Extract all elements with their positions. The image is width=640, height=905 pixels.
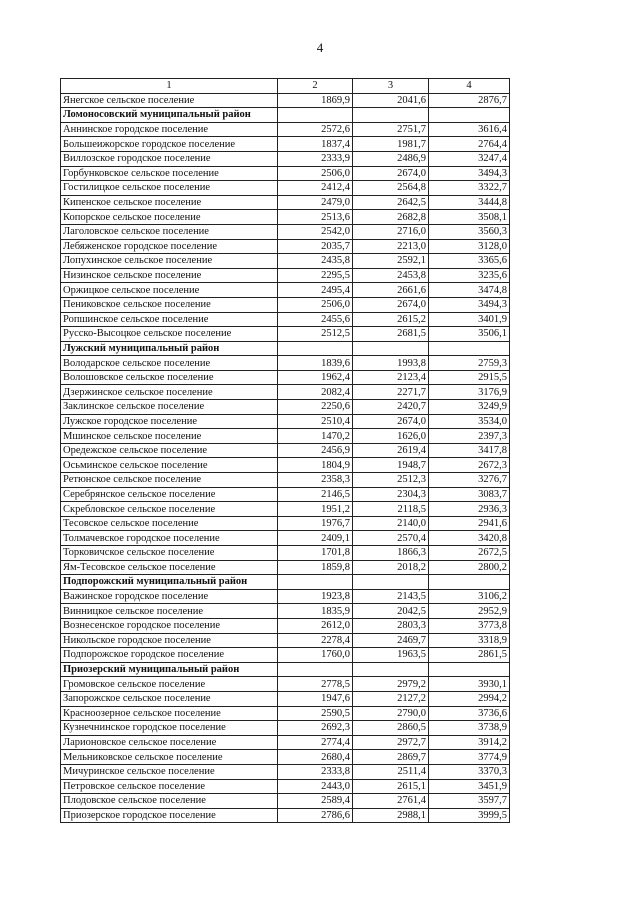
value-cell-col2: 2572,6 — [278, 122, 353, 137]
value-cell-col2: 2412,4 — [278, 181, 353, 196]
value-cell-col2: 2542,0 — [278, 224, 353, 239]
value-cell-col2: 2774,4 — [278, 735, 353, 750]
value-cell-col2: 1869,9 — [278, 93, 353, 108]
settlement-name: Володарское сельское поселение — [61, 356, 278, 371]
value-cell-col4: 3106,2 — [429, 589, 510, 604]
table-row — [61, 151, 510, 166]
page-number: 4 — [316, 40, 324, 55]
value-cell-col3: 1626,0 — [353, 429, 429, 444]
value-cell-col2: 2146,5 — [278, 487, 353, 502]
settlement-name: Ретюнское сельское поселение — [61, 473, 278, 488]
value-cell-col3: 2619,4 — [353, 443, 429, 458]
table-row — [61, 458, 510, 473]
value-cell-col2: 2295,5 — [278, 268, 353, 283]
empty-cell — [353, 575, 429, 590]
table-row — [61, 370, 510, 385]
value-cell-col4: 3773,8 — [429, 618, 510, 633]
value-cell-col2: 2479,0 — [278, 195, 353, 210]
value-cell-col4: 3914,2 — [429, 735, 510, 750]
value-cell-col4: 3444,8 — [429, 195, 510, 210]
value-cell-col2: 2506,0 — [278, 297, 353, 312]
empty-cell — [278, 575, 353, 590]
settlement-name: Приозерское городское поселение — [61, 808, 278, 823]
settlement-name: Никольское городское поселение — [61, 633, 278, 648]
table-row — [61, 239, 510, 254]
table-row — [61, 166, 510, 181]
settlement-name: Скребловское сельское поселение — [61, 502, 278, 517]
value-cell-col2: 2456,9 — [278, 443, 353, 458]
value-cell-col4: 3176,9 — [429, 385, 510, 400]
value-cell-col2: 1951,2 — [278, 502, 353, 517]
value-cell-col4: 2672,5 — [429, 546, 510, 561]
settlement-name: Ропшинское сельское поселение — [61, 312, 278, 327]
value-cell-col2: 1839,6 — [278, 356, 353, 371]
value-cell-col2: 2612,0 — [278, 618, 353, 633]
value-cell-col3: 2118,5 — [353, 502, 429, 517]
settlement-name: Пениковское сельское поселение — [61, 297, 278, 312]
value-cell-col2: 2680,4 — [278, 750, 353, 765]
empty-cell — [278, 662, 353, 677]
value-cell-col2: 2443,0 — [278, 779, 353, 794]
value-cell-col2: 1976,7 — [278, 516, 353, 531]
value-cell-col4: 3365,6 — [429, 254, 510, 269]
value-cell-col4: 3322,7 — [429, 181, 510, 196]
value-cell-col3: 2213,0 — [353, 239, 429, 254]
table-row — [61, 473, 510, 488]
value-cell-col4: 3616,4 — [429, 122, 510, 137]
empty-cell — [278, 108, 353, 123]
value-cell-col3: 2674,0 — [353, 297, 429, 312]
settlement-name: Аннинское городское поселение — [61, 122, 278, 137]
value-cell-col2: 1947,6 — [278, 691, 353, 706]
value-cell-col3: 1981,7 — [353, 137, 429, 152]
settlement-name: Винницкое сельское поселение — [61, 604, 278, 619]
settlement-name: Русско-Высоцкое сельское поселение — [61, 327, 278, 342]
value-cell-col2: 1701,8 — [278, 546, 353, 561]
value-cell-col3: 2790,0 — [353, 706, 429, 721]
value-cell-col3: 2979,2 — [353, 677, 429, 692]
value-cell-col4: 2397,3 — [429, 429, 510, 444]
table-row — [61, 400, 510, 415]
value-cell-col4: 3999,5 — [429, 808, 510, 823]
value-cell-col3: 2674,0 — [353, 414, 429, 429]
value-cell-col4: 3534,0 — [429, 414, 510, 429]
value-cell-col4: 3318,9 — [429, 633, 510, 648]
value-cell-col3: 2716,0 — [353, 224, 429, 239]
value-cell-col3: 2304,3 — [353, 487, 429, 502]
value-cell-col3: 2615,2 — [353, 312, 429, 327]
district-header-row — [61, 662, 510, 677]
value-cell-col4: 2800,2 — [429, 560, 510, 575]
value-cell-col4: 3738,9 — [429, 721, 510, 736]
value-cell-col2: 2512,5 — [278, 327, 353, 342]
settlement-name: Мичуринское сельское поселение — [61, 764, 278, 779]
table-row — [61, 531, 510, 546]
value-cell-col4: 2994,2 — [429, 691, 510, 706]
value-cell-col3: 2453,8 — [353, 268, 429, 283]
value-cell-col3: 2674,0 — [353, 166, 429, 181]
empty-cell — [429, 341, 510, 356]
settlement-name: Кузнечнинское городское поселение — [61, 721, 278, 736]
value-cell-col3: 2972,7 — [353, 735, 429, 750]
table-row — [61, 195, 510, 210]
district-name: Ломоносовский муниципальный район — [61, 108, 278, 123]
district-name: Подпорожский муниципальный район — [61, 575, 278, 590]
value-cell-col4: 2941,6 — [429, 516, 510, 531]
value-cell-col2: 2513,6 — [278, 210, 353, 225]
value-cell-col2: 1835,9 — [278, 604, 353, 619]
table-row — [61, 808, 510, 823]
table-row — [61, 779, 510, 794]
column-header-4: 4 — [429, 79, 510, 94]
settlement-name: Красноозерное сельское поселение — [61, 706, 278, 721]
table-row — [61, 443, 510, 458]
table-row — [61, 648, 510, 663]
value-cell-col3: 2123,4 — [353, 370, 429, 385]
value-cell-col3: 2512,3 — [353, 473, 429, 488]
settlement-name: Оредежское сельское поселение — [61, 443, 278, 458]
table-row — [61, 254, 510, 269]
settlement-name: Толмачевское городское поселение — [61, 531, 278, 546]
value-cell-col3: 2860,5 — [353, 721, 429, 736]
value-cell-col4: 2952,9 — [429, 604, 510, 619]
value-cell-col3: 2682,8 — [353, 210, 429, 225]
value-cell-col4: 3597,7 — [429, 794, 510, 809]
value-cell-col2: 2358,3 — [278, 473, 353, 488]
empty-cell — [278, 341, 353, 356]
empty-cell — [429, 108, 510, 123]
table-row — [61, 312, 510, 327]
value-cell-col4: 3506,1 — [429, 327, 510, 342]
table-row — [61, 297, 510, 312]
value-cell-col3: 2511,4 — [353, 764, 429, 779]
table-row — [61, 210, 510, 225]
settlement-name: Большеижорское городское поселение — [61, 137, 278, 152]
value-cell-col2: 1760,0 — [278, 648, 353, 663]
table-row — [61, 414, 510, 429]
table-header-row — [61, 79, 510, 94]
settlement-name: Дзержинское сельское поселение — [61, 385, 278, 400]
table-row — [61, 735, 510, 750]
table-row — [61, 764, 510, 779]
empty-cell — [353, 108, 429, 123]
value-cell-col2: 2455,6 — [278, 312, 353, 327]
table-row — [61, 604, 510, 619]
value-cell-col4: 2672,3 — [429, 458, 510, 473]
value-cell-col2: 2409,1 — [278, 531, 353, 546]
value-cell-col2: 2589,4 — [278, 794, 353, 809]
value-cell-col2: 2786,6 — [278, 808, 353, 823]
settlement-name: Оржицкое сельское поселение — [61, 283, 278, 298]
value-cell-col4: 2936,3 — [429, 502, 510, 517]
table-row — [61, 327, 510, 342]
value-cell-col2: 1804,9 — [278, 458, 353, 473]
table-row — [61, 122, 510, 137]
value-cell-col4: 3401,9 — [429, 312, 510, 327]
settlement-name: Низинское сельское поселение — [61, 268, 278, 283]
district-name: Лужский муниципальный район — [61, 341, 278, 356]
value-cell-col3: 2661,6 — [353, 283, 429, 298]
table-row — [61, 706, 510, 721]
settlement-name: Осьминское сельское поселение — [61, 458, 278, 473]
value-cell-col4: 3083,7 — [429, 487, 510, 502]
value-cell-col2: 2506,0 — [278, 166, 353, 181]
value-cell-col3: 2681,5 — [353, 327, 429, 342]
value-cell-col3: 2420,7 — [353, 400, 429, 415]
value-cell-col3: 2803,3 — [353, 618, 429, 633]
value-cell-col3: 1993,8 — [353, 356, 429, 371]
value-cell-col2: 1859,8 — [278, 560, 353, 575]
settlement-name: Кипенское сельское поселение — [61, 195, 278, 210]
table-row — [61, 268, 510, 283]
settlements-table — [60, 78, 510, 823]
district-header-row — [61, 341, 510, 356]
table-row — [61, 589, 510, 604]
value-cell-col4: 3560,3 — [429, 224, 510, 239]
value-cell-col4: 2759,3 — [429, 356, 510, 371]
value-cell-col2: 2692,3 — [278, 721, 353, 736]
settlement-name: Запорожское сельское поселение — [61, 691, 278, 706]
value-cell-col2: 2333,9 — [278, 151, 353, 166]
value-cell-col3: 2018,2 — [353, 560, 429, 575]
value-cell-col4: 3420,8 — [429, 531, 510, 546]
table-row — [61, 691, 510, 706]
table-row — [61, 502, 510, 517]
value-cell-col2: 2278,4 — [278, 633, 353, 648]
value-cell-col4: 3930,1 — [429, 677, 510, 692]
settlement-name: Лаголовское сельское поселение — [61, 224, 278, 239]
table-row — [61, 750, 510, 765]
empty-cell — [429, 662, 510, 677]
value-cell-col2: 1962,4 — [278, 370, 353, 385]
value-cell-col2: 1470,2 — [278, 429, 353, 444]
settlement-name: Заклинское сельское поселение — [61, 400, 278, 415]
district-name: Приозерский муниципальный район — [61, 662, 278, 677]
value-cell-col2: 2495,4 — [278, 283, 353, 298]
column-header-2: 2 — [278, 79, 353, 94]
value-cell-col4: 3276,7 — [429, 473, 510, 488]
column-header-3: 3 — [353, 79, 429, 94]
value-cell-col4: 2876,7 — [429, 93, 510, 108]
settlement-name: Волошовское сельское поселение — [61, 370, 278, 385]
settlement-name: Лебяженское городское поселение — [61, 239, 278, 254]
value-cell-col2: 2250,6 — [278, 400, 353, 415]
value-cell-col3: 2570,4 — [353, 531, 429, 546]
settlement-name: Плодовское сельское поселение — [61, 794, 278, 809]
table-row — [61, 137, 510, 152]
table-row — [61, 93, 510, 108]
settlement-name: Подпорожское городское поселение — [61, 648, 278, 663]
value-cell-col3: 2140,0 — [353, 516, 429, 531]
table-row — [61, 224, 510, 239]
value-cell-col4: 3370,3 — [429, 764, 510, 779]
table-row — [61, 721, 510, 736]
value-cell-col4: 2764,4 — [429, 137, 510, 152]
table-row — [61, 794, 510, 809]
value-cell-col4: 3736,6 — [429, 706, 510, 721]
value-cell-col4: 3474,8 — [429, 283, 510, 298]
settlement-name: Копорское сельское поселение — [61, 210, 278, 225]
value-cell-col2: 2435,8 — [278, 254, 353, 269]
value-cell-col4: 3128,0 — [429, 239, 510, 254]
value-cell-col2: 2082,4 — [278, 385, 353, 400]
value-cell-col3: 2127,2 — [353, 691, 429, 706]
value-cell-col4: 3417,8 — [429, 443, 510, 458]
settlement-name: Ларионовское сельское поселение — [61, 735, 278, 750]
value-cell-col3: 2469,7 — [353, 633, 429, 648]
table-row — [61, 181, 510, 196]
value-cell-col3: 2271,7 — [353, 385, 429, 400]
value-cell-col2: 2510,4 — [278, 414, 353, 429]
settlement-name: Мельниковское сельское поселение — [61, 750, 278, 765]
value-cell-col3: 2988,1 — [353, 808, 429, 823]
table-row — [61, 356, 510, 371]
value-cell-col4: 3494,3 — [429, 166, 510, 181]
table-row — [61, 560, 510, 575]
settlement-name: Лопухинское сельское поселение — [61, 254, 278, 269]
settlement-name: Серебрянское сельское поселение — [61, 487, 278, 502]
settlement-name: Виллозское городское поселение — [61, 151, 278, 166]
settlement-name: Торковичское сельское поселение — [61, 546, 278, 561]
value-cell-col4: 3247,4 — [429, 151, 510, 166]
table-row — [61, 516, 510, 531]
value-cell-col3: 2041,6 — [353, 93, 429, 108]
table-row — [61, 618, 510, 633]
value-cell-col3: 2642,5 — [353, 195, 429, 210]
value-cell-col4: 2915,5 — [429, 370, 510, 385]
table-row — [61, 283, 510, 298]
table-body — [61, 79, 510, 823]
value-cell-col4: 2861,5 — [429, 648, 510, 663]
value-cell-col4: 3494,3 — [429, 297, 510, 312]
value-cell-col2: 2333,8 — [278, 764, 353, 779]
value-cell-col3: 2143,5 — [353, 589, 429, 604]
value-cell-col2: 1923,8 — [278, 589, 353, 604]
settlement-name: Гостилицкое сельское поселение — [61, 181, 278, 196]
settlement-name: Янегское сельское поселение — [61, 93, 278, 108]
value-cell-col3: 2615,1 — [353, 779, 429, 794]
value-cell-col3: 2751,7 — [353, 122, 429, 137]
empty-cell — [353, 662, 429, 677]
value-cell-col2: 1837,4 — [278, 137, 353, 152]
value-cell-col3: 2761,4 — [353, 794, 429, 809]
table-row — [61, 677, 510, 692]
district-header-row — [61, 108, 510, 123]
value-cell-col4: 3235,6 — [429, 268, 510, 283]
settlement-name: Горбунковское сельское поселение — [61, 166, 278, 181]
value-cell-col4: 3451,9 — [429, 779, 510, 794]
settlement-name: Лужское городское поселение — [61, 414, 278, 429]
table-row — [61, 429, 510, 444]
table-row — [61, 546, 510, 561]
column-header-1: 1 — [61, 79, 278, 94]
value-cell-col4: 3249,9 — [429, 400, 510, 415]
value-cell-col2: 2590,5 — [278, 706, 353, 721]
settlement-name: Важинское городское поселение — [61, 589, 278, 604]
table-row — [61, 487, 510, 502]
value-cell-col3: 1948,7 — [353, 458, 429, 473]
district-header-row — [61, 575, 510, 590]
value-cell-col3: 2592,1 — [353, 254, 429, 269]
empty-cell — [353, 341, 429, 356]
value-cell-col3: 2564,8 — [353, 181, 429, 196]
settlement-name: Мшинское сельское поселение — [61, 429, 278, 444]
empty-cell — [429, 575, 510, 590]
value-cell-col3: 1866,3 — [353, 546, 429, 561]
value-cell-col2: 2035,7 — [278, 239, 353, 254]
table-row — [61, 385, 510, 400]
value-cell-col3: 2042,5 — [353, 604, 429, 619]
value-cell-col3: 2869,7 — [353, 750, 429, 765]
value-cell-col3: 1963,5 — [353, 648, 429, 663]
value-cell-col4: 3508,1 — [429, 210, 510, 225]
settlement-name: Петровское сельское поселение — [61, 779, 278, 794]
value-cell-col3: 2486,9 — [353, 151, 429, 166]
settlement-name: Ям-Тесовское сельское поселение — [61, 560, 278, 575]
settlement-name: Тесовское сельское поселение — [61, 516, 278, 531]
value-cell-col2: 2778,5 — [278, 677, 353, 692]
value-cell-col4: 3774,9 — [429, 750, 510, 765]
settlement-name: Вознесенское городское поселение — [61, 618, 278, 633]
settlement-name: Громовское сельское поселение — [61, 677, 278, 692]
table-row — [61, 633, 510, 648]
